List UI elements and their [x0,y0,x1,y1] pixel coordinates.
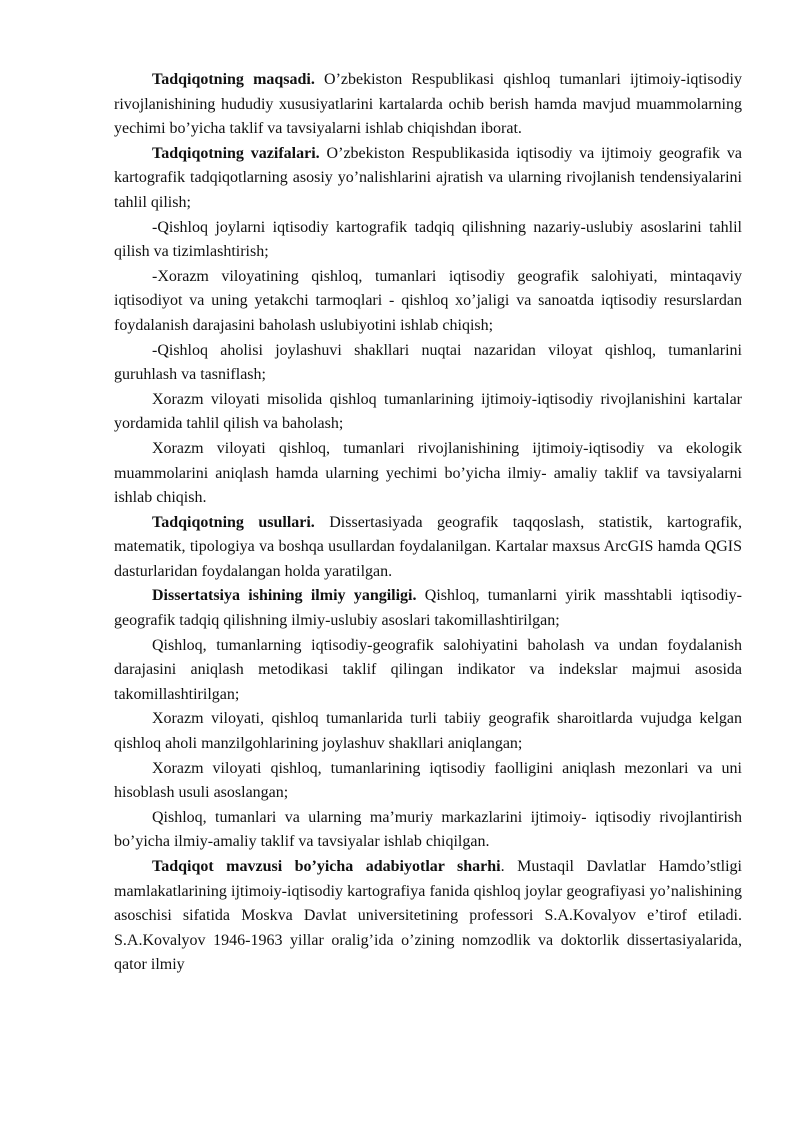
heading-aim: Tadqiqotning maqsadi. [152,71,315,88]
paragraph-task-item [114,216,742,265]
heading-methods: Tadqiqotning usullari. [152,513,315,531]
paragraph-literature-review [114,855,742,978]
heading-tasks: Tadqiqotning vazifalari. [152,144,320,162]
paragraph-aim [114,68,742,142]
paragraph-task-item [114,339,742,388]
paragraph-text: Xorazm viloyati qishloq, tumanlarining iqtisodiy faolligini aniqlash mezonlari va uni hisoblash usuli asoslangan; [114,759,742,802]
heading-novelty: Dissertatsiya ishining ilmiy yangiligi. [152,587,417,605]
paragraph-task-item [114,437,742,511]
paragraph-text: . Mustaqil Davlatlar Hamdo’stligi mamlakatlarining ijtimoiy-iqtisodiy kartografiya fanida qishloq joylar geografiyasi yo’nalishining asoschisi sifatida Moskva Davlat universitetining professori S.A.Kovalyov e’tirof etiladi. S.A.Kovalyov 1946-1963 yillar oralig’ida o’zining nomzodlik va doktorlik dissertasiyalarida, qator ilmiy [114,858,742,974]
paragraph-novelty-item [114,806,742,855]
paragraph-text: Xorazm viloyati, qishloq tumanlarida turli tabiiy geografik sharoitlarda vujudga kelgan qishloq aholi manzilgohlarining joylashuv shakllari aniqlangan; [114,710,742,753]
heading-literature-review: Tadqiqot mavzusi bo’yicha adabiyotlar sharhi [152,858,501,875]
paragraph-novelty-item [114,757,742,806]
paragraph-text: Qishloq, tumanlari va ularning ma’muriy markazlarini ijtimoiy- iqtisodiy rivojlantirish bo’yicha ilmiy-amaliy taklif va tavsiyalar ishlab chiqilgan. [114,808,742,851]
paragraph-text: Xorazm viloyati misolida qishloq tumanlarining ijtimoiy-iqtisodiy rivojlanishini kartalar yordamida tahlil qilish va baholash; [114,390,742,433]
paragraph-text: O’zbekiston Respublikasi qishloq tumanlari ijtimoiy-iqtisodiy rivojlanishining hududiy xususiyatlarini kartalarda ochib berish hamda mavjud muammolarning yechimi bo’yicha taklif va tavsiyalarni ishlab chiqishdan iborat. [114,71,742,138]
paragraph-text: -Qishloq joylarni iqtisodiy kartografik tadqiq qilishning nazariy-uslubiy asoslarini tahlil qilish va tizimlashtirish; [114,218,742,261]
paragraph-text: -Xorazm viloyatining qishloq, tumanlari iqtisodiy geografik salohiyati, mintaqaviy iqtisodiyot va uning yetakchi tarmoqlari - qishloq xo’jaligi va sanoatda iqtisodiy resurslardan foydalanish darajasini baholash uslubiyotini ishlab chiqish; [114,267,742,334]
paragraph-task-item [114,265,742,339]
paragraph-novelty [114,584,742,633]
document-page [114,68,742,978]
paragraph-text: -Qishloq aholisi joylashuvi shakllari nuqtai nazaridan viloyat qishloq, tumanlarini guruhlash va tasniflash; [114,341,742,384]
paragraph-text: Qishloq, tumanlarni yirik masshtabli iqtisodiy-geografik tadqiq qilishning ilmiy-uslubiy asoslari takomillashtirilgan; [114,587,742,630]
paragraph-novelty-item [114,634,742,708]
paragraph-task-item [114,388,742,437]
paragraph-methods [114,511,742,585]
paragraph-tasks [114,142,742,216]
paragraph-text: Qishloq, tumanlarning iqtisodiy-geografik salohiyatini baholash va undan foydalanish darajasini aniqlash metodikasi taklif qilingan indikator va indekslar majmui asosida takomillashtirilgan; [114,636,742,703]
paragraph-text: Xorazm viloyati qishloq, tumanlari rivojlanishining ijtimoiy-iqtisodiy va ekologik muammolarini aniqlash hamda ularning yechimi bo’yicha ilmiy- amaliy taklif va tavsiyalarni ishlab chiqish. [114,439,742,507]
paragraph-text: O’zbekiston Respublikasida iqtisodiy va ijtimoiy geografik va kartografik tadqiqotlarning asosiy yo’nalishlarini ajratish va ularning rivojlanish tendensiyalarini tahlil qilish; [114,144,743,211]
paragraph-text: Dissertasiyada geografik taqqoslash, statistik, kartografik, matematik, tipologiya va boshqa usullardan foydalanilgan. Kartalar maxsus ArcGIS hamda QGIS dasturlaridan foydalangan holda yaratilgan. [114,513,743,580]
paragraph-novelty-item [114,707,742,756]
